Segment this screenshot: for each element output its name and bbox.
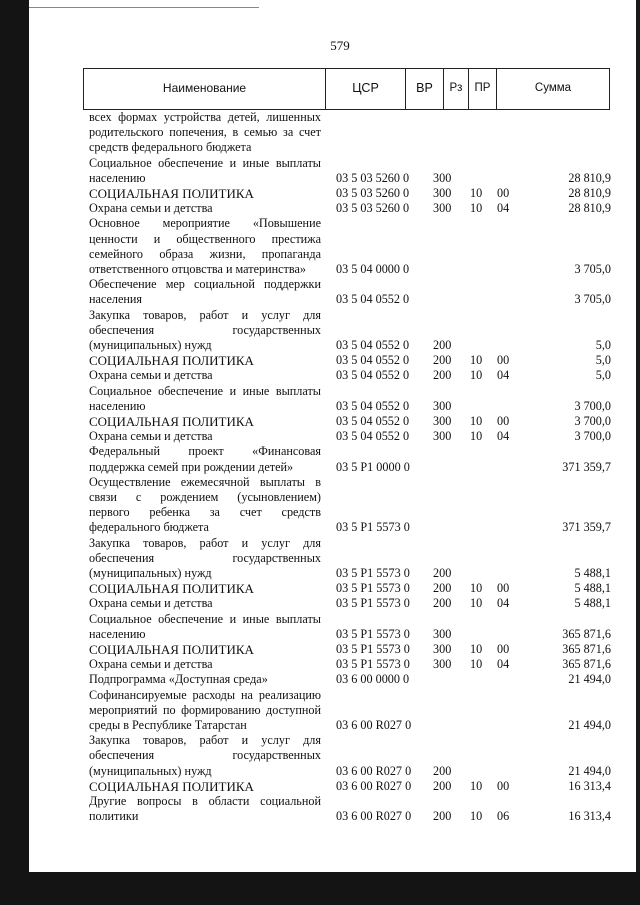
table-row	[0, 353, 640, 368]
header-sum: Сумма	[534, 82, 572, 94]
row-sum: 5,0	[595, 368, 611, 383]
row-name	[89, 444, 321, 474]
row-pr: 06	[497, 809, 510, 824]
table-row	[0, 596, 640, 611]
row-rz: 10	[470, 581, 483, 596]
row-csr: 03 5 04 0552 0	[336, 292, 410, 307]
row-name	[89, 612, 321, 642]
row-name	[89, 414, 321, 429]
row-sum: 5,0	[595, 353, 611, 368]
row-sum: 16 313,4	[568, 778, 611, 793]
row-pr: 04	[497, 657, 510, 672]
row-csr: 03 6 00 R027 0	[336, 717, 412, 732]
row-pr: 00	[497, 642, 510, 656]
row-name-line: средств федерального бюджета	[89, 140, 252, 155]
row-vr: 200	[433, 368, 452, 383]
row-csr: 03 5 P1 5573 0	[336, 626, 410, 641]
row-name	[89, 353, 321, 368]
row-name-line: всех формах устройства детей, лишенных	[89, 110, 321, 124]
row-vr: 200	[433, 809, 452, 824]
table-row	[0, 186, 640, 201]
row-name-line: Охрана семьи и детства	[89, 596, 213, 611]
row-name-line: мероприятий по формированию доступной	[89, 702, 321, 717]
row-csr: 03 5 P1 5573 0	[336, 565, 410, 580]
table-header	[83, 68, 610, 110]
row-name-line: населения	[89, 292, 143, 307]
row-vr: 300	[433, 642, 452, 656]
row-name	[89, 277, 321, 307]
table-row	[0, 672, 640, 687]
header-pr: ПР	[469, 69, 497, 109]
row-name	[89, 779, 321, 794]
row-name	[89, 384, 321, 414]
row-csr: 03 6 00 R027 0	[336, 763, 412, 778]
row-name-line: Закупка товаров, работ и услуг для	[89, 307, 321, 322]
row-name-line: обеспечения государственных	[89, 748, 321, 763]
row-pr: 04	[497, 368, 510, 383]
row-vr: 300	[433, 398, 452, 413]
row-name	[89, 672, 321, 687]
row-sum: 365 871,6	[562, 626, 611, 641]
table-row	[0, 612, 640, 642]
table-row	[0, 384, 640, 414]
row-name	[89, 536, 321, 582]
row-rz: 10	[470, 353, 483, 368]
row-vr: 200	[433, 596, 452, 611]
row-sum: 371 359,7	[562, 459, 611, 474]
row-rz: 10	[470, 201, 483, 216]
row-name-line: СОЦИАЛЬНАЯ ПОЛИТИКА	[89, 353, 254, 369]
row-name-line: СОЦИАЛЬНАЯ ПОЛИТИКА	[89, 186, 254, 201]
row-csr: 03 6 00 R027 0	[336, 809, 412, 824]
row-sum: 28 810,9	[568, 186, 611, 200]
page-number: 579	[330, 38, 350, 53]
row-name-line: населению	[89, 626, 146, 641]
row-name-line: Подпрограмма «Доступная среда»	[89, 672, 268, 687]
row-sum: 3 700,0	[574, 414, 611, 428]
row-name-line: Закупка товаров, работ и услуг для	[89, 733, 321, 748]
row-vr: 200	[433, 353, 452, 368]
row-vr: 300	[433, 429, 452, 444]
row-name-line: Охрана семьи и детства	[89, 368, 213, 383]
row-name-line: Федеральный проект «Финансовая	[89, 444, 321, 459]
row-name-line: ответственного отцовства и материнства»	[89, 262, 306, 276]
row-name	[89, 733, 321, 779]
table-row	[0, 216, 640, 277]
row-name-line: Охрана семьи и детства	[89, 429, 213, 444]
row-vr: 200	[433, 763, 452, 778]
table-row	[0, 444, 640, 474]
row-name-line: федерального бюджета	[89, 520, 209, 535]
row-name	[89, 308, 321, 354]
row-rz: 10	[470, 368, 483, 383]
row-pr: 00	[497, 186, 510, 200]
row-name-line: Софинансируемые расходы на реализацию	[89, 687, 321, 702]
row-name	[89, 794, 321, 824]
row-csr: 03 5 04 0552 0	[336, 353, 410, 368]
row-pr: 04	[497, 201, 510, 216]
row-name-line: Основное мероприятие «Повышение	[89, 216, 321, 231]
row-sum: 28 810,9	[568, 170, 611, 185]
scan-top-line	[29, 7, 259, 8]
row-name	[89, 368, 321, 383]
row-name-line: Закупка товаров, работ и услуг для	[89, 535, 321, 550]
table-row	[0, 657, 640, 672]
table-row	[0, 308, 640, 354]
row-csr: 03 6 00 0000 0	[336, 672, 410, 687]
row-sum: 5 488,1	[574, 596, 611, 611]
table-row	[0, 536, 640, 582]
row-name	[89, 110, 321, 156]
row-name-line: обеспечения государственных	[89, 550, 321, 565]
row-sum: 3 700,0	[574, 398, 611, 413]
row-rz: 10	[470, 809, 483, 824]
row-sum: 3 705,0	[574, 261, 611, 276]
row-csr: 03 5 04 0552 0	[336, 368, 410, 383]
row-sum: 5,0	[595, 337, 611, 352]
row-name-line: (муниципальных) нужд	[89, 763, 212, 778]
row-rz: 10	[470, 778, 483, 793]
row-pr: 00	[497, 581, 510, 596]
row-name-line: СОЦИАЛЬНАЯ ПОЛИТИКА	[89, 414, 254, 429]
row-csr: 03 5 03 5260 0	[336, 170, 410, 185]
row-name-line: Охрана семьи и детства	[89, 657, 213, 672]
row-name-line: Охрана семьи и детства	[89, 201, 213, 216]
row-sum: 5 488,1	[574, 565, 611, 580]
header-rz: Рз	[444, 69, 469, 109]
row-name	[89, 186, 321, 201]
table-row	[0, 794, 640, 824]
row-pr: 00	[497, 778, 510, 793]
row-csr: 03 5 04 0552 0	[336, 337, 410, 352]
table-row	[0, 414, 640, 429]
row-name-line: поддержка семей при рождении детей»	[89, 459, 294, 474]
table-row	[0, 475, 640, 536]
row-csr: 03 5 03 5260 0	[336, 186, 410, 200]
row-name-line: среды в Республике Татарстан	[89, 718, 247, 732]
row-csr: 03 5 04 0552 0	[336, 414, 410, 428]
row-name	[89, 216, 321, 277]
table-row	[0, 368, 640, 383]
row-pr: 00	[497, 353, 510, 368]
row-name-line: первого ребенка за счет средств	[89, 505, 321, 520]
table-row	[0, 156, 640, 186]
row-name-line: родительского попечения, в семью за счет	[89, 125, 321, 140]
row-name-line: Обеспечение мер социальной поддержки	[89, 277, 321, 292]
row-name-line: Социальное обеспечение и иные выплаты	[89, 383, 321, 398]
row-name-line: обеспечения государственных	[89, 322, 321, 337]
row-name-line: СОЦИАЛЬНАЯ ПОЛИТИКА	[89, 642, 254, 657]
row-name	[89, 688, 321, 734]
row-rz: 10	[470, 657, 483, 672]
row-vr: 300	[433, 186, 452, 200]
row-sum: 371 359,7	[562, 520, 611, 535]
row-sum: 3 700,0	[574, 429, 611, 444]
row-pr: 04	[497, 429, 510, 444]
row-csr: 03 5 P1 5573 0	[336, 657, 410, 672]
row-name	[89, 642, 321, 657]
row-name-line: семейного образа жизни, пропаганда	[89, 246, 321, 261]
row-csr: 03 6 00 R027 0	[336, 778, 412, 793]
row-csr: 03 5 04 0552 0	[336, 429, 410, 444]
row-rz: 10	[470, 642, 483, 656]
row-name-line: СОЦИАЛЬНАЯ ПОЛИТИКА	[89, 581, 254, 597]
row-csr: 03 5 P1 5573 0	[336, 642, 410, 656]
table-row	[0, 642, 640, 657]
header-csr: ЦСР	[326, 69, 406, 109]
row-name	[89, 581, 321, 596]
row-name-line: (муниципальных) нужд	[89, 338, 212, 352]
row-csr: 03 5 P1 5573 0	[336, 520, 410, 535]
row-vr: 200	[433, 778, 452, 793]
row-sum: 365 871,6	[562, 642, 611, 656]
row-name-line: политики	[89, 809, 139, 824]
row-name	[89, 201, 321, 216]
row-name	[89, 429, 321, 444]
row-vr: 300	[433, 201, 452, 216]
row-vr: 300	[433, 657, 452, 672]
table-row	[0, 779, 640, 794]
row-csr: 03 5 03 5260 0	[336, 201, 410, 216]
header-name: Наименование	[84, 69, 326, 109]
row-name-line: СОЦИАЛЬНАЯ ПОЛИТИКА	[89, 778, 254, 794]
row-name-line: Осуществление ежемесячной выплаты в	[89, 474, 321, 489]
row-csr: 03 5 04 0000 0	[336, 261, 410, 276]
table-row	[0, 688, 640, 734]
row-pr: 04	[497, 596, 510, 611]
row-vr: 300	[433, 414, 452, 428]
row-vr: 200	[433, 337, 452, 352]
row-name-line: Другие вопросы в области социальной	[89, 794, 321, 808]
row-name-line: населению	[89, 398, 146, 413]
row-rz: 10	[470, 414, 483, 428]
table-row	[0, 277, 640, 307]
table-row	[0, 429, 640, 444]
row-name-line: населению	[89, 170, 146, 185]
row-sum: 21 494,0	[568, 763, 611, 778]
row-name	[89, 475, 321, 536]
row-vr: 200	[433, 565, 452, 580]
row-name	[89, 657, 321, 672]
row-name	[89, 596, 321, 611]
row-name-line: ценности и общественного престижа	[89, 231, 321, 246]
table-row	[0, 733, 640, 779]
row-name-line: Социальное обеспечение и иные выплаты	[89, 155, 321, 170]
row-rz: 10	[470, 596, 483, 611]
header-vr: ВР	[406, 69, 444, 109]
row-csr: 03 5 04 0552 0	[336, 398, 410, 413]
row-sum: 3 705,0	[574, 292, 611, 307]
row-name-line: (муниципальных) нужд	[89, 566, 212, 580]
row-pr: 00	[497, 414, 510, 428]
row-name-line: связи с рождением (усыновлением)	[89, 490, 321, 504]
table-row	[0, 581, 640, 596]
row-vr: 200	[433, 581, 452, 596]
row-csr: 03 5 P1 5573 0	[336, 596, 410, 611]
table-row	[0, 201, 640, 216]
row-sum: 16 313,4	[568, 809, 611, 824]
row-sum: 28 810,9	[568, 201, 611, 216]
row-rz: 10	[470, 186, 483, 200]
row-vr: 300	[433, 170, 452, 185]
row-name-line: Социальное обеспечение и иные выплаты	[89, 611, 321, 626]
row-sum: 365 871,6	[562, 657, 611, 672]
row-csr: 03 5 P1 0000 0	[336, 459, 410, 474]
row-sum: 21 494,0	[568, 717, 611, 732]
row-sum: 21 494,0	[568, 672, 611, 687]
row-sum: 5 488,1	[574, 581, 611, 596]
scan-border-bottom	[29, 872, 640, 905]
row-csr: 03 5 P1 5573 0	[336, 581, 410, 596]
table-row	[0, 110, 640, 156]
row-rz: 10	[470, 429, 483, 444]
row-name	[89, 156, 321, 186]
row-vr: 300	[433, 626, 452, 641]
